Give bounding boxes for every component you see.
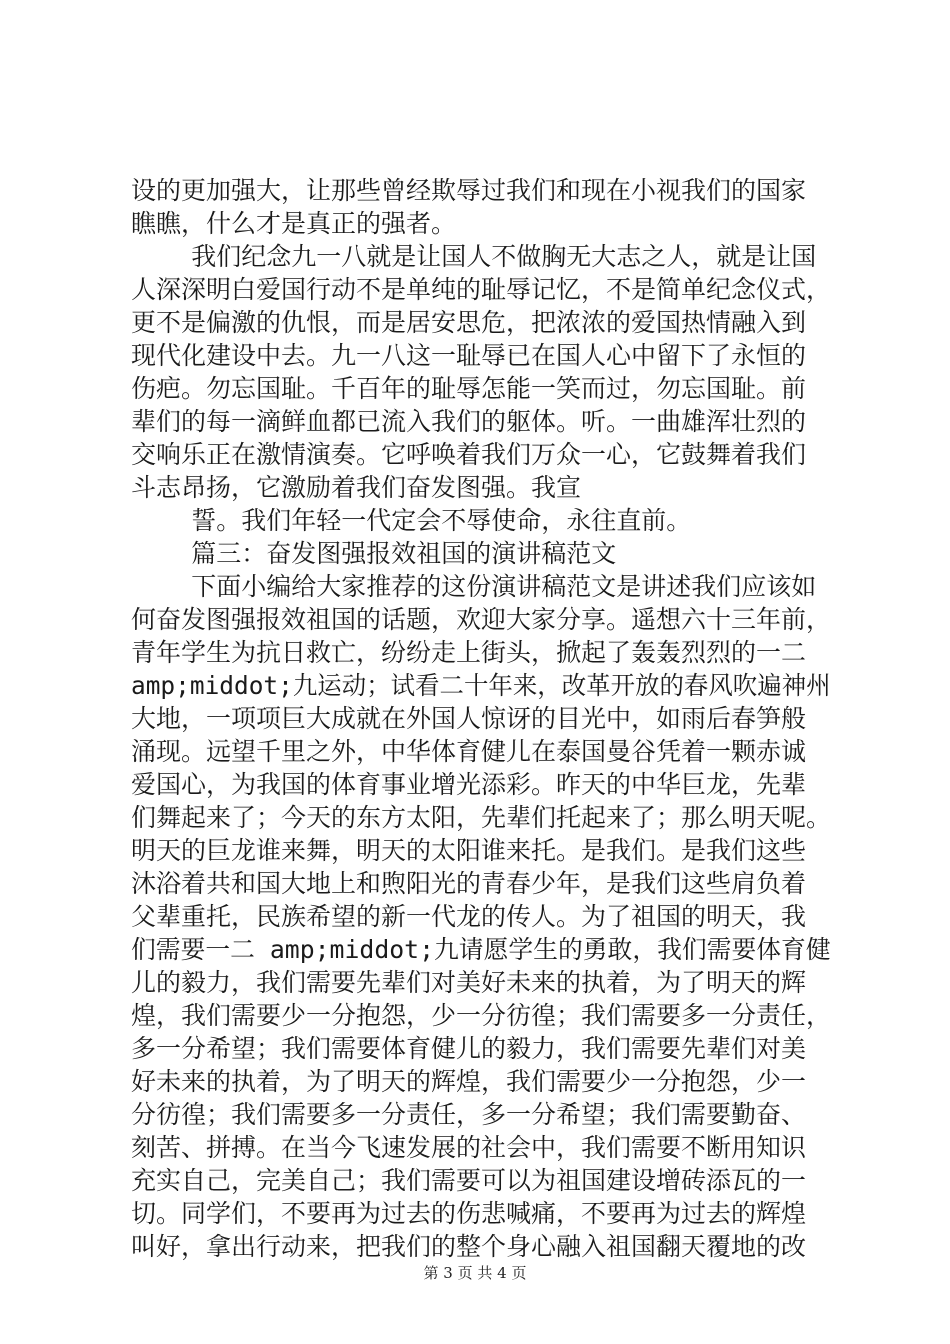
text-line: 大地，一项项巨大成就在外国人惊讶的目光中，如雨后春笋般 (131, 704, 807, 733)
text-line: 好未来的执着，为了明天的辉煌，我们需要少一分抱怨，少一 (131, 1067, 807, 1096)
text-line: 涌现。远望千里之外，中华体育健儿在泰国曼谷凭着一颗赤诚 (131, 737, 807, 766)
text-line: 刻苦、拼搏。在当今飞速发展的社会中，我们需要不断用知识 (131, 1133, 807, 1162)
text-line: 我们纪念九一八就是让国人不做胸无大志之人，就是让国 (131, 242, 817, 271)
text-line: 下面小编给大家推荐的这份演讲稿范文是讲述我们应该如 (131, 572, 817, 601)
text-line: 现代化建设中去。九一八这一耻辱已在国人心中留下了永恒的 (131, 341, 807, 370)
text-line: 伤疤。勿忘国耻。千百年的耻辱怎能一笑而过，勿忘国耻。前 (131, 374, 807, 403)
text-line: amp;middot;九运动；试看二十年来，改革开放的春风吹遍神州 (131, 671, 831, 700)
text-line: 明天的巨龙谁来舞，明天的太阳谁来托。是我们。是我们这些 (131, 836, 807, 865)
text-line: 交响乐正在激情演奏。它呼唤着我们万众一心，它鼓舞着我们 (131, 440, 807, 469)
text-line: 分彷徨；我们需要多一分责任，多一分希望；我们需要勤奋、 (131, 1100, 807, 1129)
text-line: 充实自己，完美自己；我们需要可以为祖国建设增砖添瓦的一 (131, 1166, 807, 1195)
text-line: 沐浴着共和国大地上和煦阳光的青春少年，是我们这些肩负着 (131, 869, 807, 898)
text-line: 斗志昂扬，它激励着我们奋发图强。我宣 (131, 473, 582, 502)
text-line: 更不是偏激的仇恨，而是居安思危，把浓浓的爱国热情融入到 (131, 308, 807, 337)
text-line: 人深深明白爱国行动不是单纯的耻辱记忆，不是简单纪念仪式， (131, 275, 832, 304)
text-line: 们需要一二 amp;middot;九请愿学生的勇敢，我们需要体育健 (131, 935, 831, 964)
text-line: 多一分希望；我们需要体育健儿的毅力，我们需要先辈们对美 (131, 1034, 807, 1063)
text-line: 篇三：奋发图强报效祖国的演讲稿范文 (131, 539, 617, 568)
text-line: 何奋发图强报效祖国的话题，欢迎大家分享。遥想六十三年前， (131, 605, 832, 634)
text-line: 叫好，拿出行动来，把我们的整个身心融入祖国翻天覆地的改 (131, 1232, 807, 1261)
text-line: 青年学生为抗日救亡，纷纷走上街头，掀起了轰轰烈烈的一二 (131, 638, 807, 667)
body-text (131, 174, 831, 1263)
text-line: 爱国心，为我国的体育事业增光添彩。昨天的中华巨龙，先辈 (131, 770, 807, 799)
text-line: 父辈重托，民族希望的新一代龙的传人。为了祖国的明天，我 (131, 902, 807, 931)
text-line: 煌，我们需要少一分抱怨，少一分彷徨；我们需要多一分责任， (131, 1001, 832, 1030)
text-line: 瞧瞧，什么才是真正的强者。 (131, 209, 457, 238)
text-line: 辈们的每一滴鲜血都已流入我们的躯体。听。一曲雄浑壮烈的 (131, 407, 807, 436)
text-line: 切。同学们，不要再为过去的伤悲喊痛，不要再为过去的辉煌 (131, 1199, 807, 1228)
text-line: 设的更加强大，让那些曾经欺辱过我们和现在小视我们的国家 (131, 176, 807, 205)
page-footer: 第 3 页 共 4 页 (423, 1264, 527, 1282)
text-line: 儿的毅力，我们需要先辈们对美好未来的执着，为了明天的辉 (131, 968, 807, 997)
text-line: 们舞起来了；今天的东方太阳，先辈们托起来了；那么明天呢。 (131, 803, 832, 832)
text-line: 誓。我们年轻一代定会不辱使命，永往直前。 (131, 506, 692, 535)
